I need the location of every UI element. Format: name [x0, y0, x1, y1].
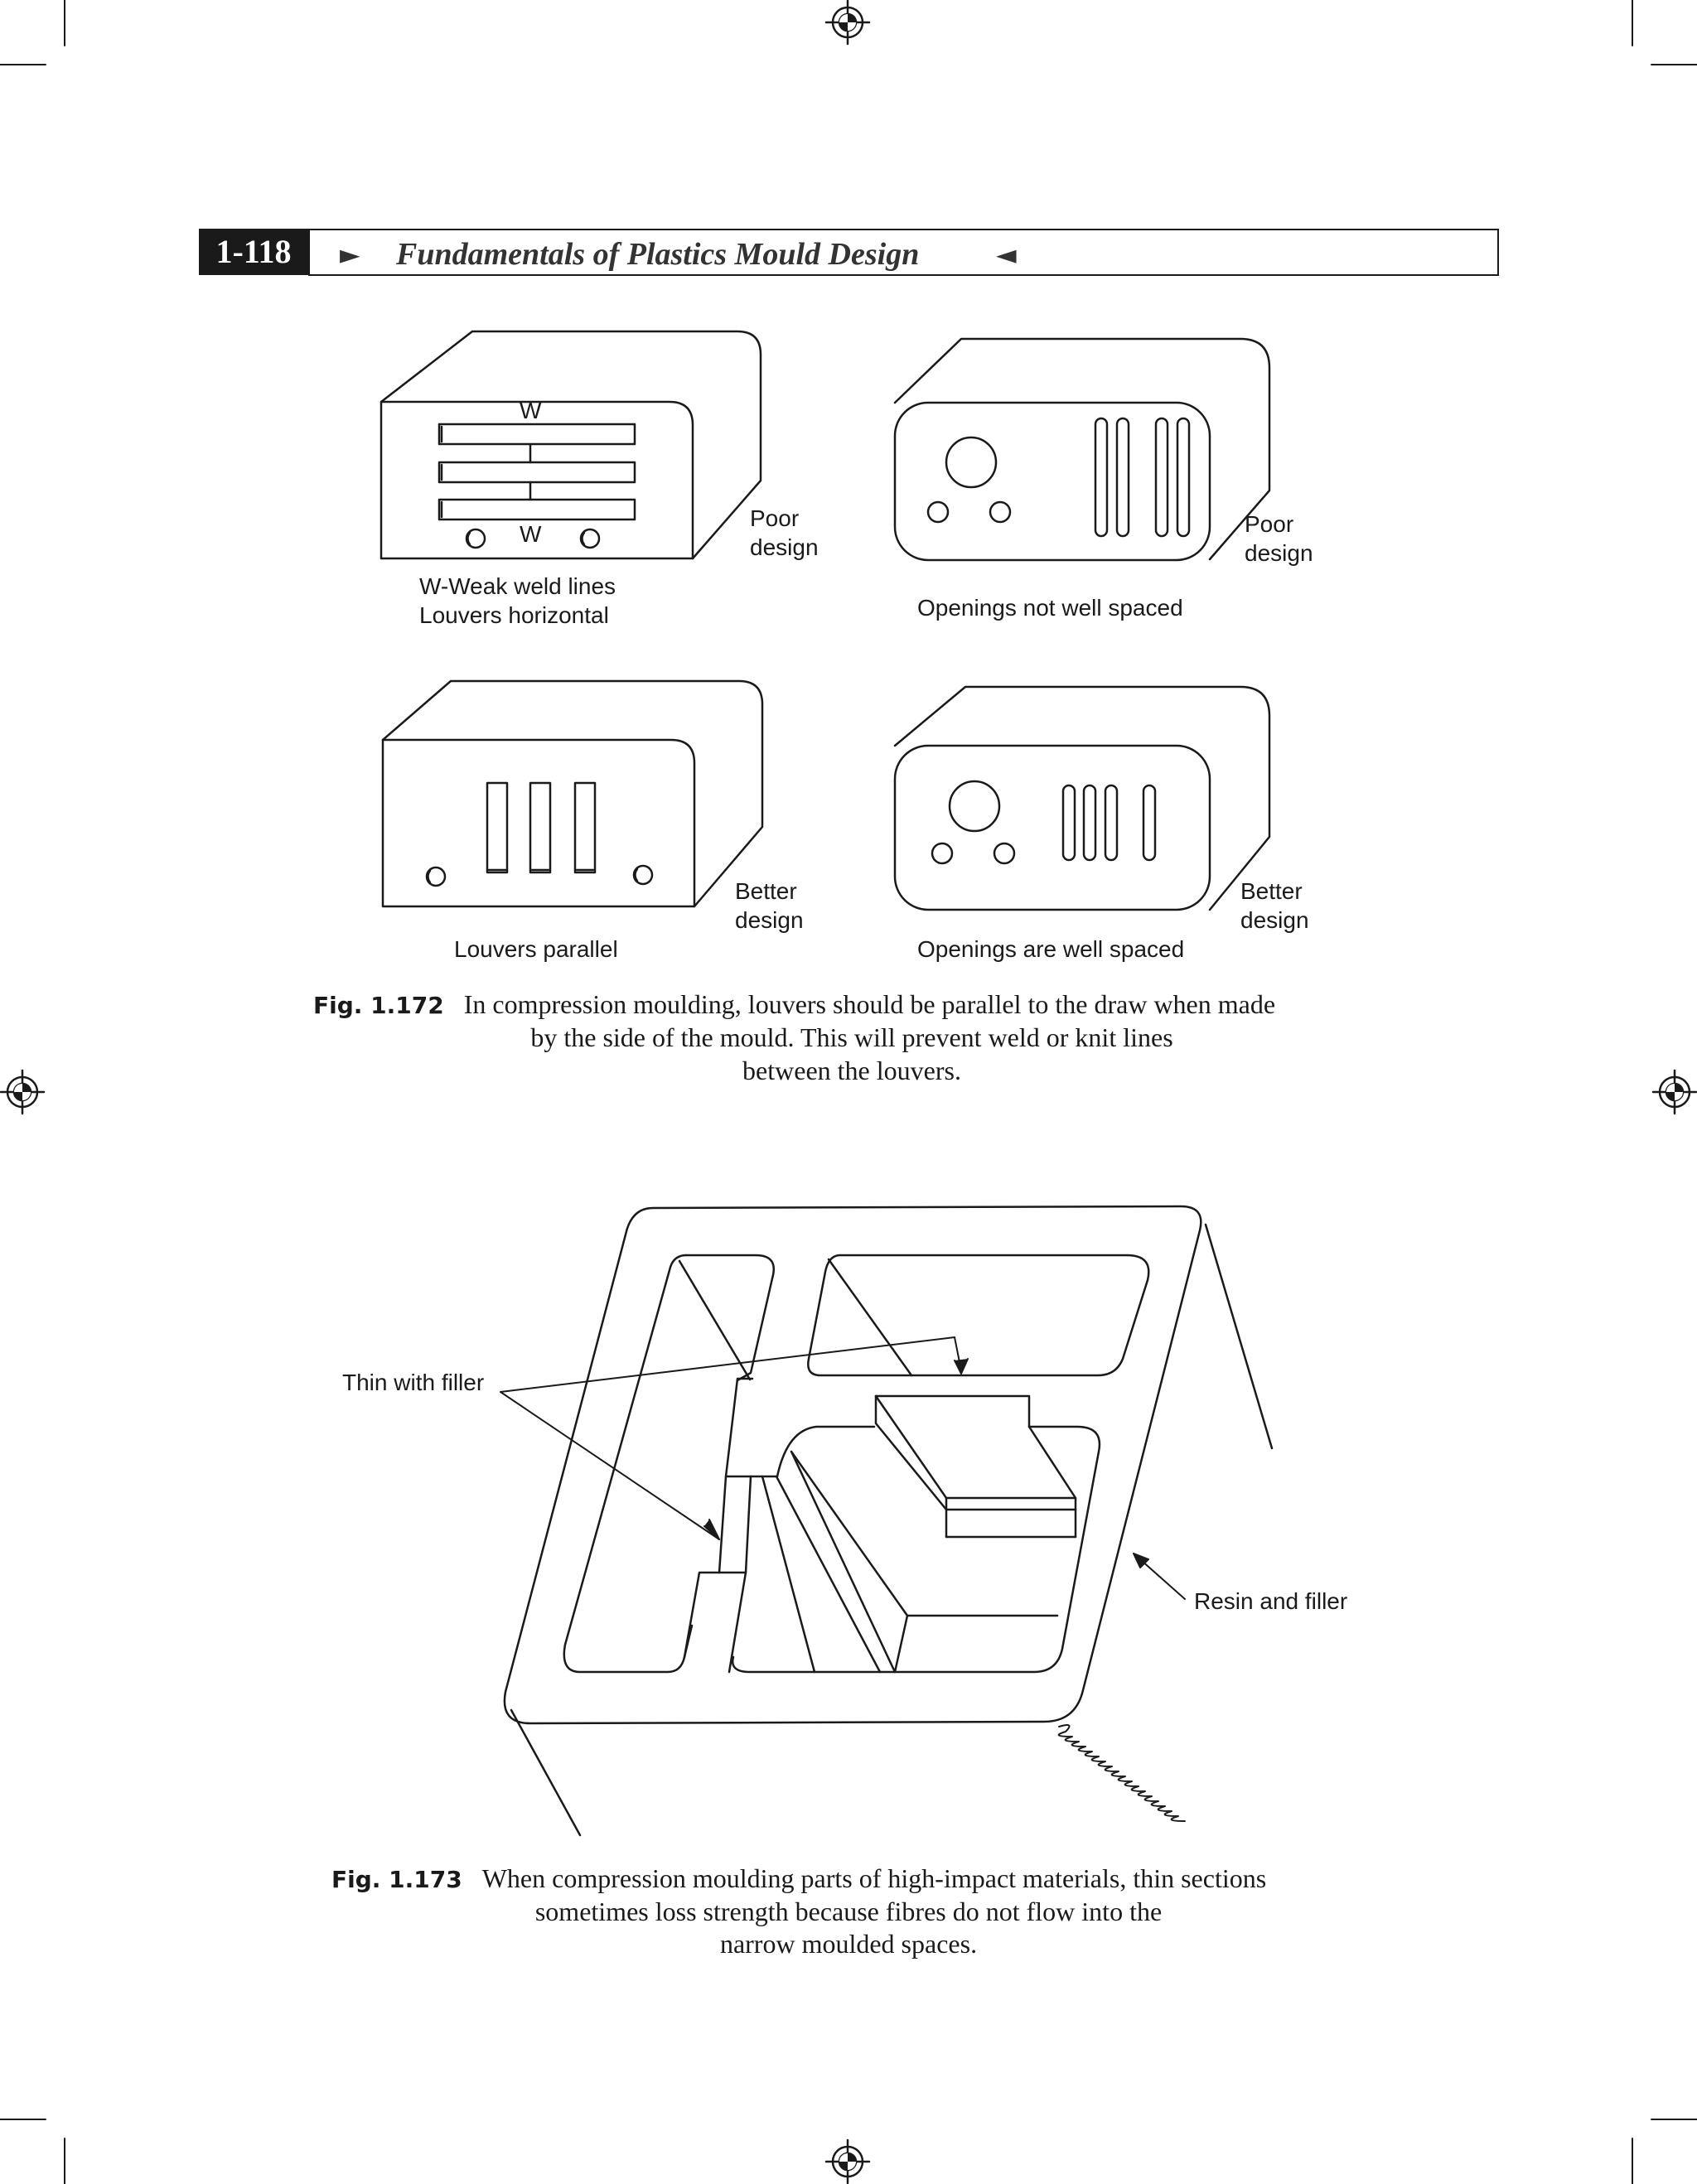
fig172-caption-line1 [313, 988, 1390, 1022]
fig173-spring-coil [1059, 1725, 1185, 1821]
panel-a-design-label: Poor design [750, 505, 819, 560]
fig173-caption-line2: sometimes loss strength because fibres do not flow into the [534, 1897, 1163, 1926]
panel-a-weld-mark-top: W [520, 398, 542, 423]
fig172-caption-line3: between the louvers. [742, 1056, 961, 1085]
panel-a-caption: W-Weak weld lines Louvers horizontal [419, 573, 616, 628]
panel-a-weld-mark-bottom: W [520, 521, 542, 547]
panel-c-louvers [427, 783, 652, 886]
registration-mark-icon [826, 2140, 869, 2183]
panel-a-louvers [439, 424, 635, 519]
fig173-caption-line1 [331, 1862, 1409, 1897]
page-number: 1-118 [199, 229, 308, 275]
panel-d-openings [932, 781, 1155, 863]
fig172-caption-label: Fig. 1.172 [313, 992, 444, 1019]
fig173-pockets [564, 1255, 1148, 1672]
panel-c-housing [383, 681, 762, 906]
thin-with-filler-label: Thin with filler [342, 1370, 485, 1395]
panel-d-caption: Openings are well spaced [917, 936, 1185, 962]
book-title: Fundamentals of Plastics Mould Design [396, 237, 920, 272]
resin-and-filler-label: Resin and filler [1194, 1588, 1348, 1614]
fig173-caption-line3: narrow moulded spaces. [719, 1929, 978, 1959]
panel-b-caption: Openings not well spaced [917, 595, 1183, 621]
panel-b-housing [895, 339, 1269, 560]
registration-mark-icon [1653, 1070, 1696, 1114]
fig172-caption-line2: by the side of the mould. This will prevent weld or knit lines [530, 1022, 1173, 1052]
header-right-triangle-icon: ► [340, 239, 360, 270]
panel-c-caption: Louvers parallel [454, 936, 618, 962]
fig172-caption-text1: In compression moulding, louvers should be parallel to the draw when made [463, 989, 1276, 1019]
panel-b-openings [928, 418, 1189, 536]
header-left-triangle-icon: ◄ [996, 239, 1017, 270]
fig173-caption-label: Fig. 1.173 [331, 1866, 462, 1893]
fig173-part-outline [505, 1206, 1272, 1835]
panel-d-design-label: Better design [1240, 878, 1309, 933]
registration-mark-icon [1, 1070, 44, 1114]
panel-b-design-label: Poor design [1245, 511, 1313, 566]
panel-c-design-label: Better design [735, 878, 804, 933]
registration-mark-icon [826, 1, 869, 44]
fig173-caption-text1: When compression moulding parts of high-impact materials, thin sections [481, 1863, 1267, 1893]
